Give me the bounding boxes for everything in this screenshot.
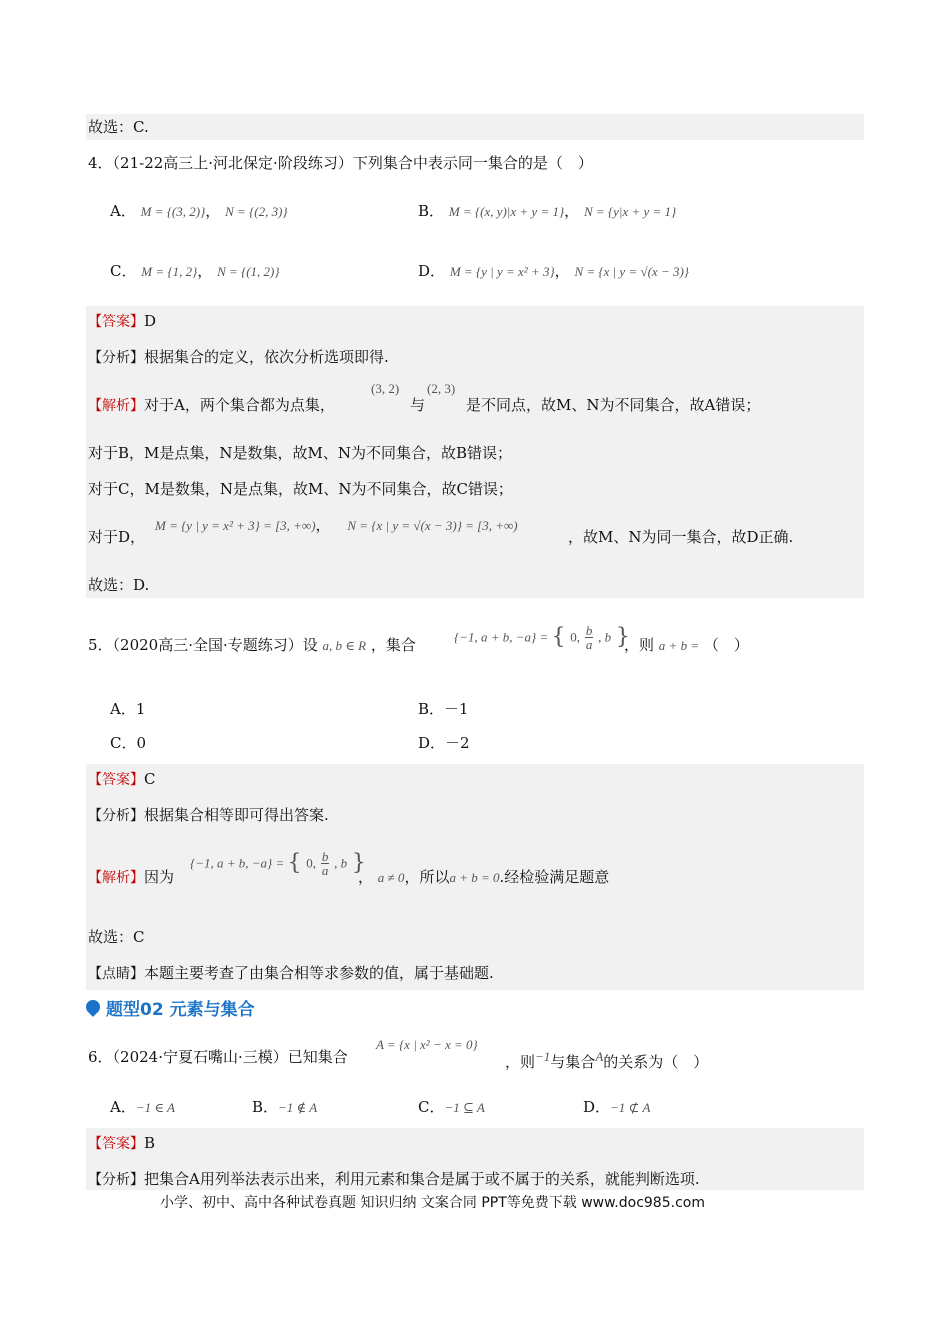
q4-d-label: D． [418, 262, 446, 280]
a5-choice: 故选：C [88, 928, 145, 946]
q4-a-label: A． [110, 202, 136, 220]
q4-c-label: C． [110, 262, 137, 280]
q5-target: a + b = [658, 638, 700, 653]
a5-analysis-tag: 【分析】 [88, 808, 144, 824]
q6-c-value: −1 ⊆ A [444, 1100, 485, 1115]
q6-d-label: D． [583, 1098, 611, 1116]
a5-solution-tag: 【解析】 [88, 870, 144, 886]
q5-stem-tail [624, 634, 749, 657]
a4-answer [88, 310, 156, 333]
q6-option-d [583, 1096, 650, 1119]
a6-analysis-text: 把集合A用列举法表示出来，利用元素和集合是属于或不属于的关系，就能判断选项. [144, 1170, 700, 1188]
a4-s1a: 对于A，两个集合都为点集， [144, 396, 335, 414]
a5-s1c: .经检验满足题意 [499, 868, 610, 886]
a5-set-equation [190, 850, 366, 877]
a5-answer-tag: 【答案】 [88, 772, 144, 788]
a4-answer-value: D [144, 312, 157, 330]
a4-s4b: ，故M、N为同一集合，故D正确. [568, 528, 794, 546]
q6-option-a [110, 1096, 175, 1119]
a5-set-left: {−1, a + b, −a} = [190, 855, 288, 871]
q4-b-label: B． [418, 202, 445, 220]
a5-s1b: ，所以 [404, 868, 450, 886]
a5-frac-num: b [321, 849, 329, 864]
page-footer: 小学、初中、高中各种试卷真题 知识归纳 文案合同 PPT等免费下载 www.doc985.com [160, 1195, 705, 1211]
q5-option-b: B．－1 [418, 700, 469, 718]
a5-set-b: , b [334, 855, 348, 871]
q6-stem-rest [505, 1046, 708, 1073]
a4-s1c: 是不同点，故M、N为不同集合，故A错误； [466, 396, 761, 414]
q4-d-m: M = {y | y = x² + 3} [449, 264, 555, 279]
q5-fraction [585, 624, 594, 651]
a5-fraction [321, 850, 330, 877]
q4-b-sep: ， [564, 202, 580, 220]
q4-stem: 4．（21-22高三上·河北保定·阶段练习）下列集合中表示同一集合的是（ ） [88, 154, 593, 172]
a5-sep: ， [358, 868, 374, 886]
a4-solution-line1 [88, 394, 335, 417]
a4-analysis [88, 346, 389, 369]
a6-answer-tag: 【答案】 [88, 1136, 144, 1152]
a5-solution [88, 866, 174, 889]
a4-solution-tag: 【解析】 [88, 398, 144, 414]
location-pin-icon [83, 997, 103, 1017]
q5-stem-d: （ ） [703, 636, 749, 654]
q5-option-c: C．0 [110, 734, 147, 752]
q5-stem-b: ，集合 [370, 636, 416, 654]
q6-set: A = {x | x² − x = 0} [376, 1037, 478, 1052]
a4-answer-tag: 【答案】 [88, 314, 144, 330]
q5-stem-a: 5．（2020高三·全国·专题练习）设 [88, 636, 318, 654]
q4-b-n: N = {y|x + y = 1} [583, 204, 677, 219]
a5-analysis-text: 根据集合相等即可得出答案. [144, 806, 329, 824]
section-title: 题型02 元素与集合 [106, 999, 255, 1020]
q4-a-m: M = {(3, 2)} [140, 204, 206, 219]
a4-point-1: (3, 2) [371, 381, 400, 396]
a5-analysis [88, 804, 329, 827]
a5-left-brace: { [287, 850, 302, 876]
q4-b-m: M = {(x, y)|x + y = 1} [448, 204, 565, 219]
q6-d-value: −1 ⊄ A [610, 1100, 651, 1115]
q5-stem-c: ，则 [624, 636, 655, 654]
a4-analysis-tag: 【分析】 [88, 350, 144, 366]
a4-s2: 对于B，M是点集，N是数集，故M、N为不同集合，故B错误； [88, 444, 513, 462]
a5-answer [88, 768, 155, 791]
q6-a-value: −1 ∈ A [135, 1100, 175, 1115]
q5-set-b: , b [598, 629, 612, 645]
q5-frac-den: a [585, 637, 593, 652]
q5-set-left: {−1, a + b, −a} = [454, 629, 552, 645]
a4-s4-sep: ， [315, 516, 331, 534]
q4-option-b [418, 200, 676, 223]
a4-s4-m: M = {y | y = x² + 3} = [3, +∞) [155, 518, 316, 533]
a4-s3: 对于C，M是数集，N是点集，故M、N为不同集合，故C错误； [88, 480, 513, 498]
q5-cond: a, b ∈ R [322, 638, 367, 653]
a6-analysis [88, 1168, 700, 1191]
a4-s4 [88, 526, 145, 548]
a4-s4a: 对于D， [88, 528, 146, 546]
a4-s4-math [155, 514, 518, 537]
a5-solution-tail [358, 866, 609, 889]
q6-setname: A [595, 1049, 604, 1064]
a6-answer-value: B [144, 1134, 156, 1152]
a5-frac-den: a [321, 863, 329, 878]
q6-stem-b: ，则 [505, 1053, 536, 1071]
q6-element: −1 [535, 1049, 551, 1064]
q6-a-label: A． [110, 1098, 136, 1116]
q5-right-brace: } [615, 624, 630, 650]
q4-d-sep: ， [554, 262, 570, 280]
a5-comment-text: 本题主要考查了由集合相等求参数的值，属于基础题. [144, 964, 494, 982]
q6-b-label: B． [252, 1098, 279, 1116]
q4-option-c [110, 260, 280, 283]
q6-stem-a: 6．（2024·宁夏石嘴山·三模）已知集合 [88, 1048, 348, 1066]
a6-answer [88, 1132, 155, 1155]
q6-option-c [418, 1096, 485, 1119]
a5-answer-value: C [144, 770, 156, 788]
q4-a-sep: ， [205, 202, 221, 220]
a4-s4-n: N = {x | y = √(x − 3)} = [3, +∞) [347, 518, 518, 533]
q5-frac-num: b [585, 623, 593, 638]
q5-set-equation [454, 624, 630, 651]
a5-set-0: 0, [306, 855, 317, 871]
q6-b-value: −1 ∉ A [278, 1100, 318, 1115]
a5-comment [88, 962, 494, 985]
a5-comment-tag: 【点睛】 [88, 966, 144, 982]
a5-right-brace: } [351, 850, 366, 876]
q6-c-label: C． [418, 1098, 445, 1116]
q4-c-n: N = {(1, 2)} [217, 264, 280, 279]
a4-analysis-text: 根据集合的定义，依次分析选项即得. [144, 348, 389, 366]
prev-choice: 故选：C. [88, 118, 149, 136]
q6-stem-c: 与集合 [550, 1053, 596, 1071]
q4-c-sep: ， [197, 262, 213, 280]
q5-option-a: A．1 [110, 700, 146, 718]
q5-left-brace: { [551, 624, 566, 650]
a5-res: a + b = 0 [449, 870, 500, 885]
q6-stem-d: 的关系为（ ） [603, 1053, 709, 1071]
a4-choice: 故选：D. [88, 576, 150, 594]
q6-option-b [252, 1096, 317, 1119]
section-heading [86, 994, 255, 1020]
q4-option-d [418, 260, 689, 283]
q4-a-n: N = {(2, 3)} [225, 204, 288, 219]
a5-cond: a ≠ 0 [377, 870, 405, 885]
a6-analysis-tag: 【分析】 [88, 1172, 144, 1188]
q5-stem [88, 634, 416, 657]
q5-set-0: 0, [570, 629, 581, 645]
a4-s1b: 与 [410, 396, 426, 414]
q4-d-n: N = {x | y = √(x − 3)} [574, 264, 689, 279]
answer-block-prev [86, 114, 864, 140]
a4-point-2: (2, 3) [427, 381, 456, 396]
q4-option-a [110, 200, 288, 223]
a5-s1a: 因为 [144, 868, 175, 886]
q6-stem [88, 1046, 348, 1068]
q4-c-m: M = {1, 2} [141, 264, 198, 279]
q5-option-d: D．－2 [418, 734, 470, 752]
